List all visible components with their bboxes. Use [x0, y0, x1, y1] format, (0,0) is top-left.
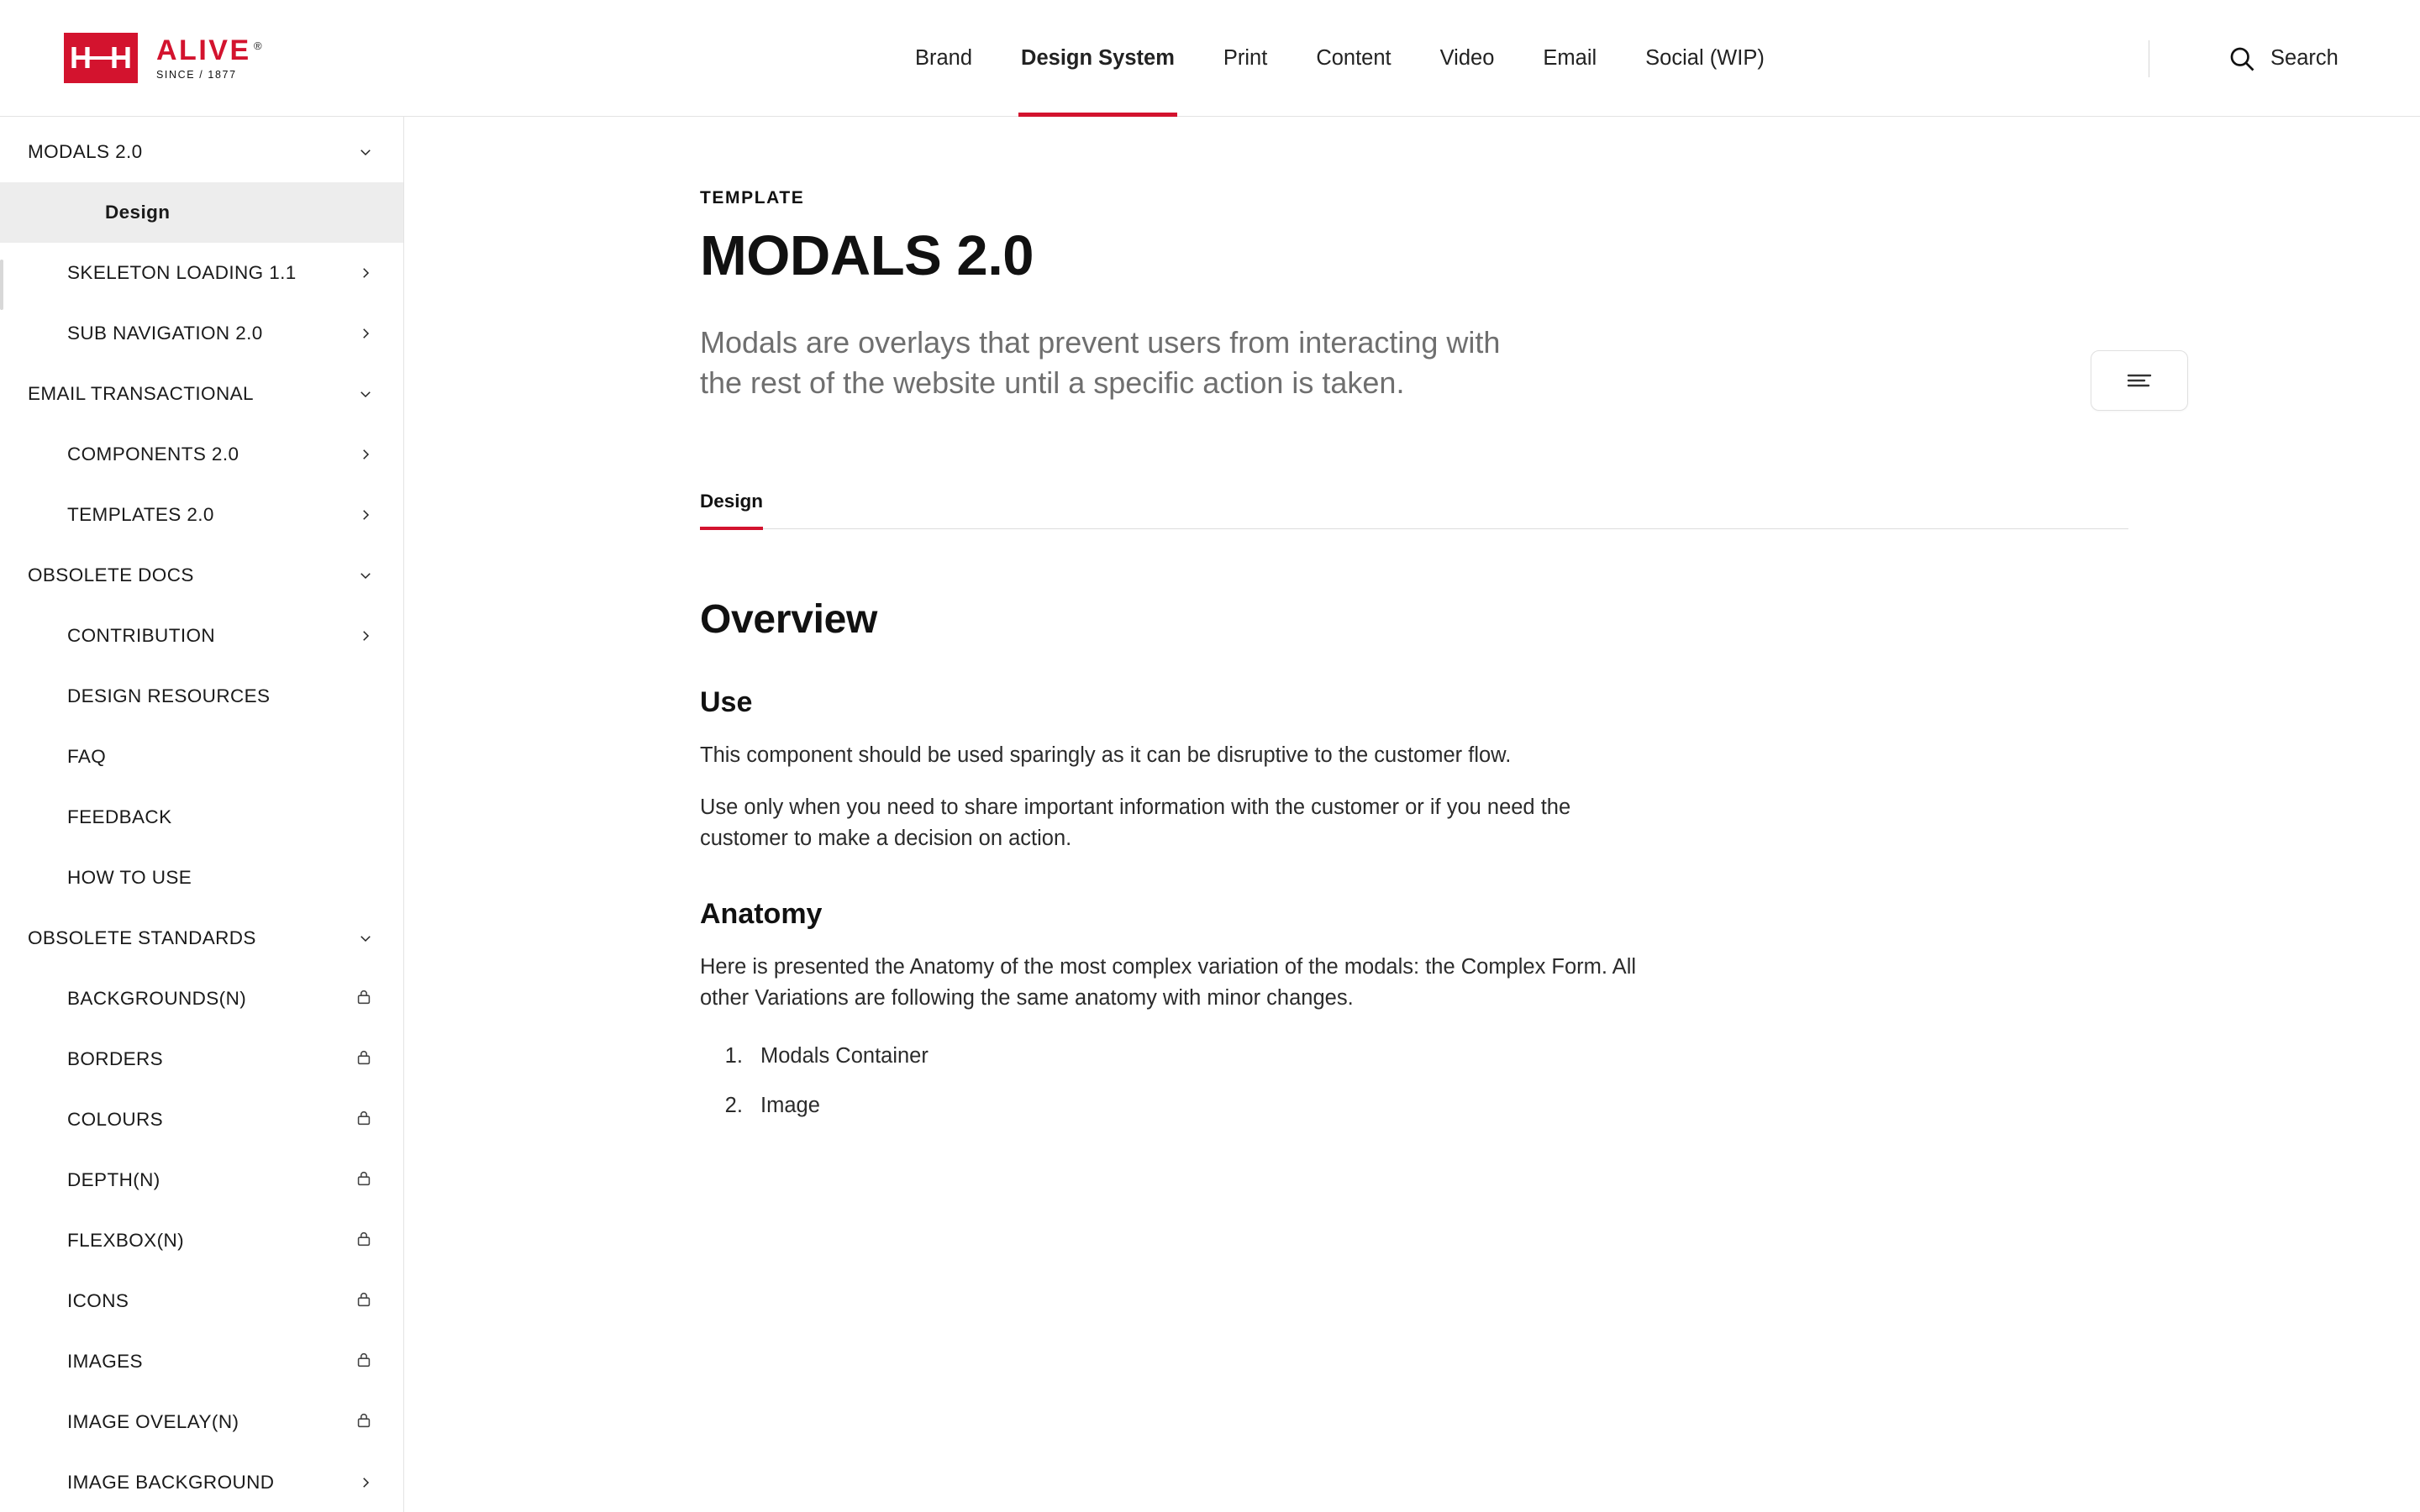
sidebar-item-obsolete-docs[interactable] — [0, 545, 403, 606]
sidebar-item-label: ICONS — [67, 1290, 129, 1311]
lock-icon — [355, 1047, 373, 1072]
page-title: MODALS 2.0 — [700, 224, 1034, 287]
sidebar-item-label: OBSOLETE STANDARDS — [28, 927, 256, 948]
nav-item-email[interactable]: Email — [1543, 46, 1597, 70]
sidebar-item-label: CONTRIBUTION — [67, 625, 216, 646]
sidebar-item-borders[interactable] — [0, 1029, 403, 1089]
sidebar-item-backgrounds[interactable] — [0, 969, 403, 1029]
sidebar-item-contribution[interactable] — [0, 606, 403, 666]
search-button[interactable] — [2227, 0, 2338, 117]
sidebar-item-label: SUB NAVIGATION 2.0 — [67, 323, 263, 344]
hh-logo-mark — [64, 33, 138, 83]
subsection-heading-use: Use — [700, 686, 753, 719]
sidebar-item-label: HOW TO USE — [67, 867, 192, 888]
section-heading-overview: Overview — [700, 597, 878, 643]
nav-item-video[interactable]: Video — [1439, 46, 1495, 70]
search-label: Search — [2270, 46, 2338, 70]
sidebar-item-colours[interactable] — [0, 1089, 403, 1150]
logo-tagline: SINCE / 1877 — [156, 68, 237, 81]
sidebar-item-label: OBSOLETE DOCS — [28, 564, 194, 585]
sidebar-item-how-to-use[interactable] — [0, 848, 403, 908]
hh-logo-letter-1: H — [70, 40, 92, 75]
sidebar-item-label: MODALS 2.0 — [28, 141, 143, 162]
lock-icon — [355, 1168, 373, 1193]
search-icon — [2227, 44, 2257, 74]
lock-icon — [355, 987, 373, 1011]
lock-icon — [355, 1108, 373, 1132]
nav-item-print[interactable]: Print — [1223, 46, 1268, 70]
sidebar-item-label: SKELETON LOADING 1.1 — [67, 262, 297, 283]
lock-icon — [355, 1289, 373, 1314]
subsection-heading-anatomy: Anatomy — [700, 898, 823, 930]
chevron-right-icon[interactable] — [358, 447, 373, 462]
page-eyebrow: TEMPLATE — [700, 188, 805, 207]
table-of-contents-button[interactable] — [2091, 350, 2188, 411]
main-nav — [891, 0, 1789, 117]
lock-icon — [355, 1410, 373, 1435]
chevron-right-icon[interactable] — [358, 1475, 373, 1490]
chevron-down-icon[interactable] — [358, 386, 373, 402]
chevron-right-icon[interactable] — [358, 507, 373, 522]
sidebar-item-modals-2-0[interactable] — [0, 122, 403, 182]
hh-logo-letter-2: H — [110, 40, 132, 75]
page-description: Modals are overlays that prevent users from interacting with the rest of the website until a specific action is taken. — [700, 325, 1501, 401]
nav-item-content[interactable]: Content — [1316, 46, 1392, 70]
list-item: 1. Modals Container — [749, 1041, 2128, 1072]
sidebar-item-image-overlay[interactable] — [0, 1392, 403, 1452]
sidebar-item-templates[interactable] — [0, 485, 403, 545]
nav-item-brand[interactable]: Brand — [915, 46, 973, 70]
sidebar-item-design-resources[interactable] — [0, 666, 403, 727]
lock-icon — [355, 1229, 373, 1253]
sidebar-item-email-transactional[interactable] — [0, 364, 403, 424]
sidebar-item-label: IMAGE BACKGROUND — [67, 1472, 275, 1493]
use-paragraph-1: This component should be used sparingly as it can be disruptive to the customer flow. — [700, 743, 1512, 768]
sidebar-item-label: BACKGROUNDS(N) — [67, 988, 247, 1009]
sidebar-item-feedback[interactable] — [0, 787, 403, 848]
content-tabs — [700, 491, 2128, 529]
site-header — [0, 0, 2420, 117]
sidebar-item-label: EMAIL TRANSACTIONAL — [28, 383, 254, 404]
sidebar-item-flexbox[interactable] — [0, 1210, 403, 1271]
sidebar-item-label: FAQ — [67, 746, 107, 767]
sidebar-item-label: FLEXBOX(N) — [67, 1230, 185, 1251]
registered-mark: ® — [254, 39, 262, 52]
sidebar-item-faq[interactable] — [0, 727, 403, 787]
chevron-right-icon[interactable] — [358, 265, 373, 281]
sidebar-item-components[interactable] — [0, 424, 403, 485]
sidebar-item-skeleton-loading[interactable] — [0, 243, 403, 303]
chevron-down-icon[interactable] — [358, 931, 373, 946]
sidebar-item-label: FEEDBACK — [67, 806, 172, 827]
chevron-down-icon[interactable] — [358, 568, 373, 583]
sidebar-item-label: COLOURS — [67, 1109, 164, 1130]
sidebar-item-label: BORDERS — [67, 1048, 164, 1069]
nav-item-social[interactable]: Social (WIP) — [1645, 46, 1765, 70]
sidebar-item-depth[interactable] — [0, 1150, 403, 1210]
use-paragraph-2: Use only when you need to share important information with the customer or if you need the customer to make a decision on action. — [700, 795, 1571, 851]
lock-icon — [355, 1350, 373, 1374]
sidebar-item-label: Design — [105, 202, 171, 223]
sidebar-item-label: DEPTH(N) — [67, 1169, 160, 1190]
sidebar-item-label: TEMPLATES 2.0 — [67, 504, 214, 525]
logo[interactable] — [64, 33, 262, 83]
chevron-right-icon[interactable] — [358, 628, 373, 643]
toc-lines-icon — [2124, 370, 2154, 391]
sidebar-item-sub-navigation[interactable] — [0, 303, 403, 364]
sidebar-item-label: IMAGE OVELAY(N) — [67, 1411, 239, 1432]
chevron-down-icon[interactable] — [358, 144, 373, 160]
sidebar-item-obsolete-standards[interactable] — [0, 908, 403, 969]
sidebar-item-label: IMAGES — [67, 1351, 143, 1372]
sidebar-item-image-background[interactable] — [0, 1452, 403, 1512]
sidebar-item-design[interactable] — [0, 182, 403, 243]
anatomy-paragraph-1: Here is presented the Anatomy of the most complex variation of the modals: the Complex Form. All other Variations are following the same anatomy with minor changes. — [700, 955, 1637, 1010]
main-content — [404, 117, 2420, 1512]
sidebar[interactable] — [0, 117, 404, 1512]
tab-design[interactable]: Design — [700, 491, 763, 528]
logo-brand-text: ALIVE — [156, 34, 251, 66]
chevron-right-icon[interactable] — [358, 326, 373, 341]
nav-item-design-system[interactable]: Design System — [997, 0, 1199, 117]
list-item: 2. Image — [749, 1090, 2128, 1121]
sidebar-item-label: COMPONENTS 2.0 — [67, 444, 239, 465]
sidebar-item-images[interactable] — [0, 1331, 403, 1392]
anatomy-list — [749, 1041, 2128, 1121]
sidebar-item-icons[interactable] — [0, 1271, 403, 1331]
sidebar-item-label: DESIGN RESOURCES — [67, 685, 271, 706]
